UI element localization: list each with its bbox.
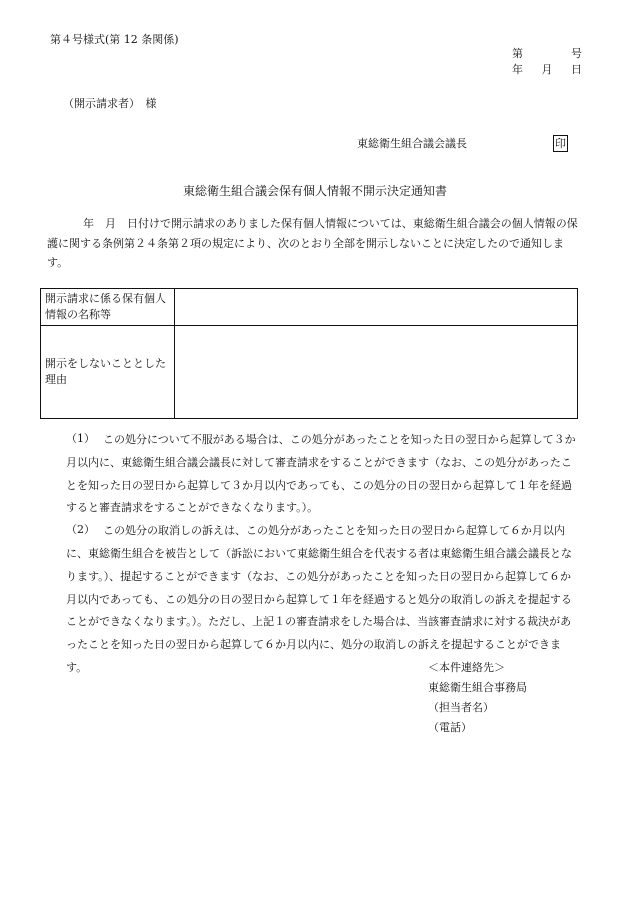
contact-heading: ＜本件連絡先＞	[428, 661, 505, 674]
reason-label: 開示をしないこととした理由	[41, 326, 175, 419]
disclosure-table	[40, 288, 578, 419]
seal-mark: 印	[555, 137, 566, 150]
notice-body-text: 年 月 日付けで開示請求のありました保有個人情報については、東総衛生組合議会の個人情報の保護に関する条例第２４条第２項の規定により、次のとおり全部を開示しないことに決定したので通知します。	[47, 217, 578, 269]
table-row	[41, 326, 578, 419]
note-item	[66, 429, 581, 520]
document-number-date	[512, 46, 582, 78]
reason-value	[175, 326, 578, 419]
issuer-name: 東総衛生組合議会議長	[357, 137, 467, 150]
note-number: （2）	[66, 523, 95, 537]
date-year: 年	[512, 63, 523, 76]
date-day: 日	[571, 63, 582, 76]
date-row	[512, 62, 582, 78]
contact-phone: （電話）	[428, 721, 472, 734]
table-row	[41, 289, 578, 326]
note-item	[66, 520, 581, 680]
info-name-value	[175, 289, 578, 326]
document-title: 東総衛生組合議会保有個人情報不開示決定通知書	[182, 184, 447, 198]
date-month: 月	[541, 63, 553, 76]
contact-person: （担当者名）	[428, 701, 494, 714]
note-number: （1）	[66, 432, 95, 445]
info-name-label: 開示請求に係る保有個人情報の名称等	[41, 289, 175, 326]
contact-office: 東総衛生組合事務局	[428, 681, 527, 694]
notice-body	[47, 214, 582, 273]
document-number-row	[512, 46, 582, 62]
requester-line: （開示請求者） 様	[63, 97, 157, 110]
note-text: この処分について不服がある場合は、この処分があったことを知った日の翌日から起算して３か月以内に、東総衛生組合議会議長に対して審査請求をすることができます（なお、この処分があったことを知った日の翌日から起算して３か月以内であっても、この処分の日の翌日から起算して１年を経過すると審査請求をすることができなくなります。）。	[66, 433, 576, 515]
note-text: この処分の取消しの訴えは、この処分があったことを知った日の翌日から起算して６か月以内に、東総衛生組合を被告として（訴訟において東総衛生組合を代表する者は東総衛生組合議会議長となります。）、提起することができます（なお、この処分があったことを知った日の翌日から起算して６か月以内であっても、この処分の日の翌日から起算して１年を経過すると処分の取消しの訴えを提起することができなくなります。）。ただし、上記１の審査請求をした場合は、当該審査請求に対する裁決があったことを知った日の翌日から起算して６か月以内に、処分の取消しの訴えを提起することができます。	[66, 524, 572, 674]
number-suffix: 号	[571, 47, 582, 60]
form-number: 第４号様式(第 12 条関係)	[50, 33, 179, 46]
number-prefix: 第	[512, 47, 523, 60]
notes-section	[66, 429, 581, 680]
contact-block	[428, 658, 527, 738]
